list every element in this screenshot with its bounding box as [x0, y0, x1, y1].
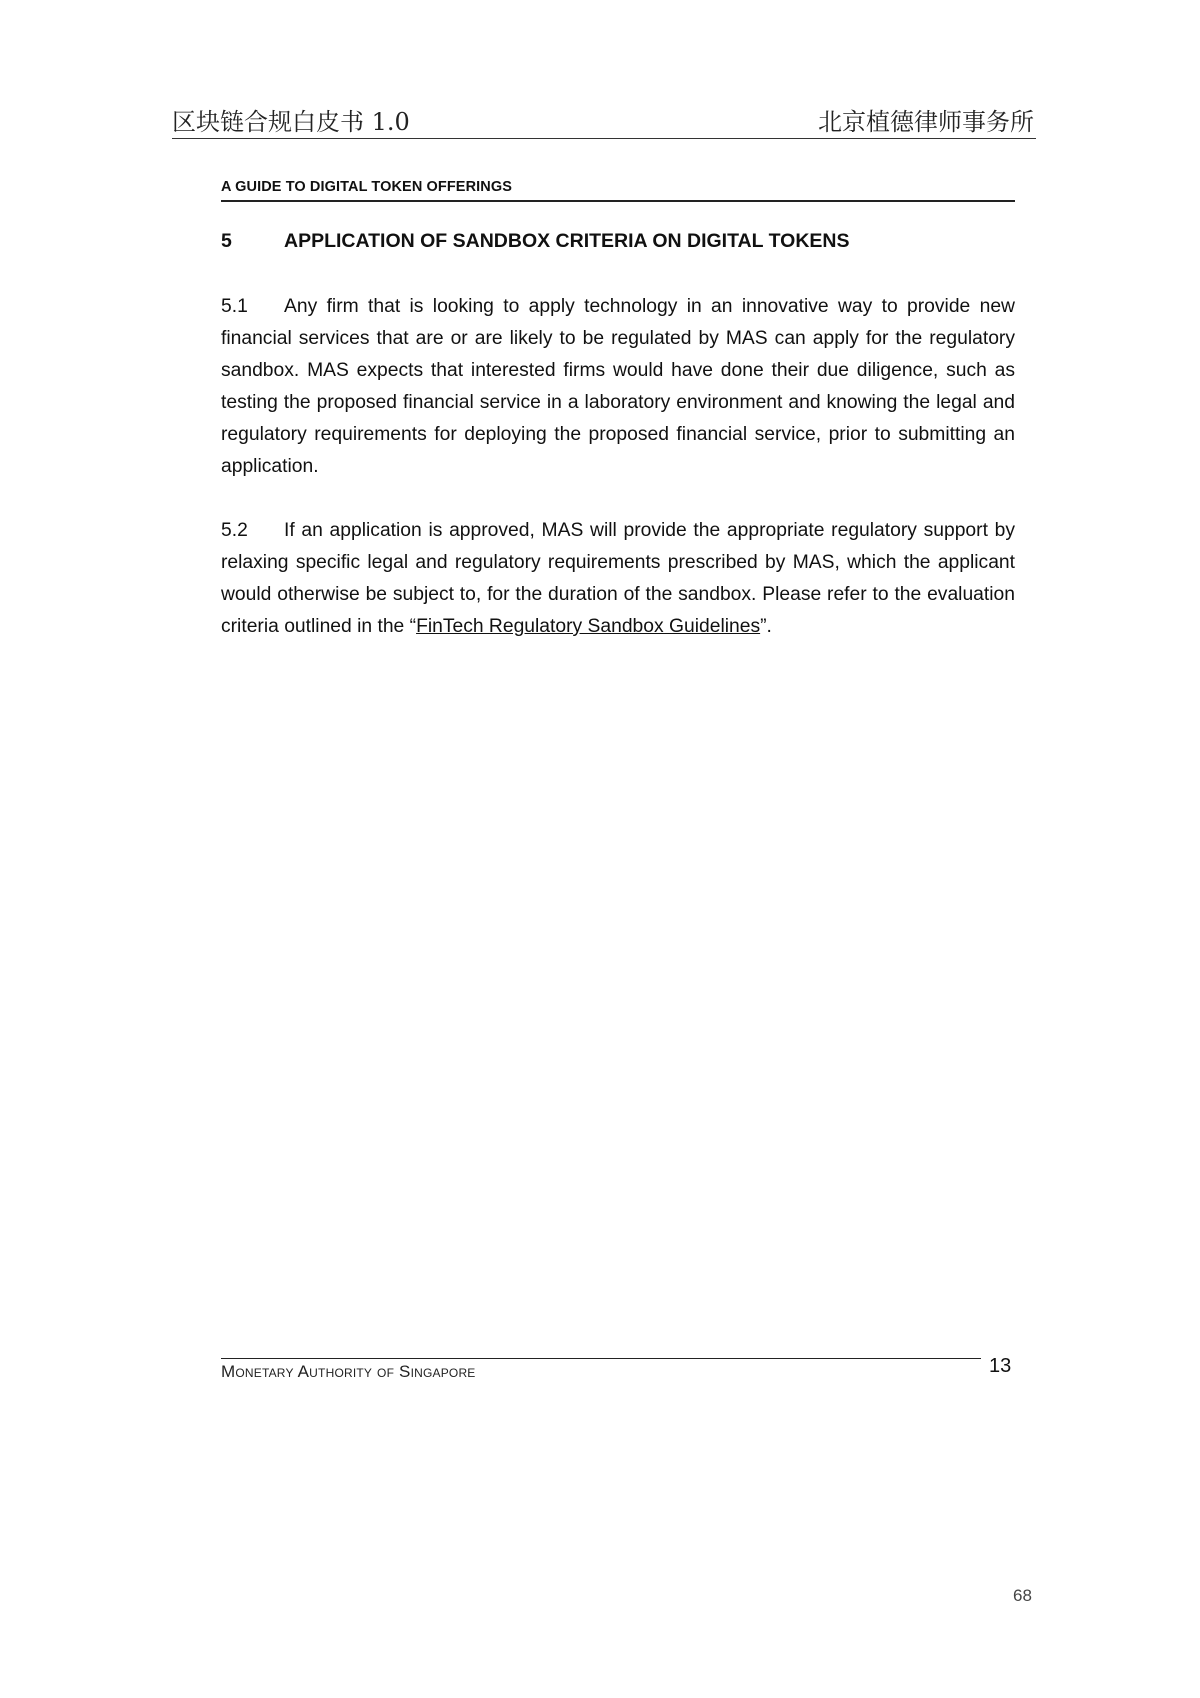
paragraph-number: 5.2 [221, 520, 248, 541]
outer-page-number: 68 [1013, 1586, 1032, 1605]
paragraph-text-end: ”. [760, 616, 772, 637]
section-heading [221, 230, 1015, 253]
paragraph-number: 5.1 [221, 296, 248, 317]
section-title: APPLICATION OF SANDBOX CRITERIA ON DIGITAL TOKENS [284, 230, 850, 252]
paragraph-5-1 [221, 291, 1015, 483]
whitepaper-title: 区块链合规白皮书 1.0 [172, 108, 410, 136]
paragraph-5-2 [221, 515, 1015, 643]
document-running-header: A GUIDE TO DIGITAL TOKEN OFFERINGS [221, 176, 1015, 202]
sandbox-guidelines-link[interactable]: FinTech Regulatory Sandbox Guidelines [416, 616, 761, 637]
paragraph-text: Any firm that is looking to apply technology in an innovative way to provide new financial services that are or are likely to be regulated by MAS can apply for the regulatory sandbox. MAS expects that interested firms would have done their due diligence, such as testing the proposed financial service in a laboratory environment and knowing the legal and regulatory requirements for deploying the proposed financial service, prior to submitting an application. [221, 296, 1015, 477]
outer-page-header [172, 98, 1036, 139]
paragraph-text: If an application is approved, MAS will provide the appropriate regulatory support by relaxing specific legal and regulatory requirements prescribed by MAS, which the applicant would otherwise be subject to, for the duration of the sandbox. Please refer to the evaluation criteria outlined in the “ [221, 520, 1015, 637]
footer-divider [221, 1358, 981, 1359]
law-firm-name: 北京植德律师事务所 [818, 108, 1034, 136]
footer-organization: Monetary Authority of Singapore [221, 1362, 476, 1381]
section-number: 5 [221, 230, 232, 252]
document-page-number: 13 [989, 1355, 1012, 1377]
